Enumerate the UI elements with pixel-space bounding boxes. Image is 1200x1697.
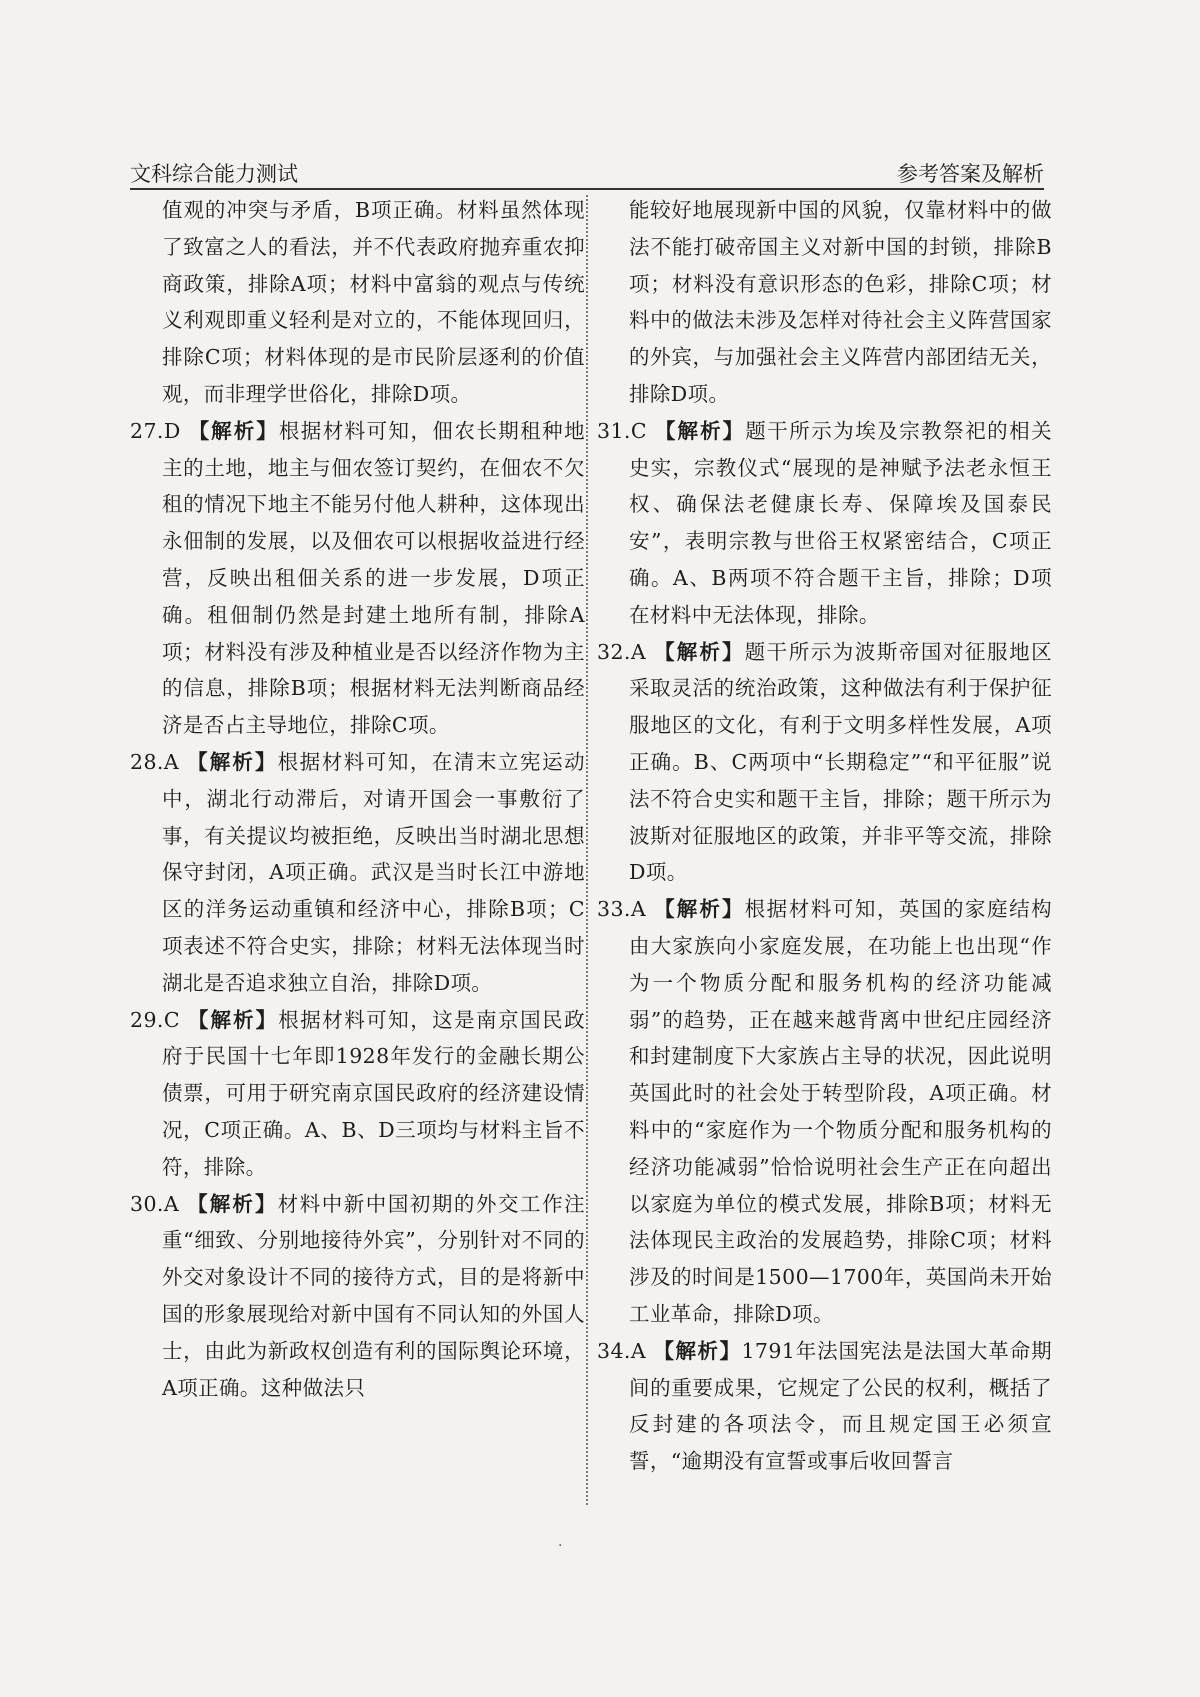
analysis-tag: 【解析】 <box>653 1338 742 1363</box>
right-continuation: 能较好地展现新中国的风貌，仅靠材料中的做法不能打破帝国主义对新中国的封锁，排除B项；材料没有意识形态的色彩，排除C项；材料中的做法未涉及怎样对待社会主义阵营国家的外宾，与加强社会主义阵营内部团结无关，排除D项。 <box>629 198 1052 406</box>
item-answer: C <box>630 418 647 443</box>
answer-item-28 <box>130 744 585 1002</box>
column-divider <box>586 195 588 1505</box>
analysis-tag: 【解析】 <box>187 1007 279 1032</box>
answer-item-34 <box>597 1333 1052 1480</box>
answer-item-30 <box>130 1186 585 1407</box>
left-continuation: 值观的冲突与矛盾，B项正确。材料虽然体现了致富之人的看法，并不代表政府抛弃重农抑商政策，排除A项；材料中富翁的观点与传统义利观即重义轻利是对立的，不能体现回归，排除C项；材料体现的是市民阶层逐利的价值观，而非理学世俗化，排除D项。 <box>162 198 585 406</box>
answer-item-32 <box>597 634 1052 892</box>
right-column <box>597 192 1052 1512</box>
item-number: 34. <box>597 1338 631 1363</box>
item-number: 27. <box>130 418 164 443</box>
item-answer: D <box>163 418 181 443</box>
item-text: 1791年法国宪法是法国大革命期间的重要成果，它规定了公民的权利，概括了反封建的各项法令，而且规定国王必须宣誓，“逾期没有宣誓或事后收回誓言 <box>629 1338 1052 1474</box>
item-answer: A <box>163 1191 180 1216</box>
item-text: 根据材料可知，在清末立宪运动中，湖北行动滞后，对请开国会一事敷衍了事，有关提议均被拒绝，反映出当时湖北思想保守封闭，A项正确。武汉是当时长江中游地区的洋务运动重镇和经济中心，排除B项；C项表述不符合史实，排除；材料无法体现当时湖北是否追求独立自治，排除D项。 <box>162 749 585 995</box>
item-answer: C <box>163 1007 180 1032</box>
item-text: 根据材料可知，这是南京国民政府于民国十七年即1928年发行的金融长期公债票，可用于研究南京国民政府的经济建设情况，C项正确。A、B、D三项均与材料主旨不符，排除。 <box>162 1007 585 1179</box>
item-number: 33. <box>597 897 631 922</box>
header-left-title: 文科综合能力测试 <box>130 162 298 186</box>
item-text: 根据材料可知，英国的家庭结构由大家族向小家庭发展，在功能上也出现“作为一个物质分配和服务机构的经济功能减弱”的趋势，正在越来越背离中世纪庄园经济和封建制度下大家族占主导的状况，因此说明英国此时的社会处于转型阶段，A项正确。材料中的“家庭作为一个物质分配和服务机构的经济功能减弱”恰恰说明社会生产正在向超出以家庭为单位的模式发展，排除B项；材料无法体现民主政治的发展趋势，排除C项；材料涉及的时间是1500—1700年，英国尚未开始工业革命，排除D项。 <box>629 897 1052 1326</box>
item-text: 根据材料可知，佃农长期租种地主的土地，地主与佃农签订契约，在佃农不欠租的情况下地主不能另付他人耕种，这体现出永佃制的发展，以及佃农可以根据收益进行经营，反映出租佃关系的进一步发展，D项正确。租佃制仍然是封建土地所有制，排除A项；材料没有涉及种植业是否以经济作物为主的信息，排除B项；根据材料无法判断商品经济是否占主导地位，排除C项。 <box>162 418 585 738</box>
analysis-tag: 【解析】 <box>188 418 279 443</box>
analysis-tag: 【解析】 <box>187 1191 278 1216</box>
item-number: 29. <box>130 1007 164 1032</box>
answer-item-29 <box>130 1002 585 1186</box>
item-text: 题干所示为埃及宗教祭祀的相关史实，宗教仪式“展现的是神赋予法老永恒王权、确保法老健康长寿、保障埃及国泰民安”，表明宗教与世俗王权紧密结合，C项正确。A、B两项不符合题干主旨，排除；D项在材料中无法体现，排除。 <box>629 418 1052 627</box>
item-text: 材料中新中国初期的外交工作注重“细致、分别地接待外宾”，分别针对不同的外交对象设计不同的接待方式，目的是将新中国的形象展现给对新中国有不同认知的外国人士，由此为新政权创造有利的国际舆论环境，A项正确。这种做法只 <box>162 1191 585 1400</box>
item-number: 31. <box>597 418 631 443</box>
answer-item-27 <box>130 413 585 744</box>
item-text: 题干所示为波斯帝国对征服地区采取灵活的统治政策，这种做法有利于保护征服地区的文化，有利于文明多样性发展，A项正确。B、C两项中“长期稳定”“和平征服”说法不符合史实和题干主旨，排除；题干所示为波斯对征服地区的政策，并非平等交流，排除D项。 <box>629 639 1052 885</box>
item-number: 30. <box>130 1191 164 1216</box>
analysis-tag: 【解析】 <box>654 418 746 443</box>
answer-item-31 <box>597 413 1052 634</box>
item-number: 28. <box>130 749 164 774</box>
analysis-tag: 【解析】 <box>654 639 745 664</box>
item-number: 32. <box>597 639 631 664</box>
footer-mark: · <box>558 1538 563 1554</box>
analysis-tag: 【解析】 <box>654 897 745 922</box>
left-column <box>130 192 585 1512</box>
item-answer: A <box>630 639 647 664</box>
item-answer: A <box>630 897 647 922</box>
item-answer: A <box>163 749 180 774</box>
page-header <box>130 158 1044 190</box>
analysis-tag: 【解析】 <box>187 749 278 774</box>
header-right-title: 参考答案及解析 <box>897 162 1044 186</box>
item-answer: A <box>630 1338 647 1363</box>
answer-item-33 <box>597 891 1052 1333</box>
